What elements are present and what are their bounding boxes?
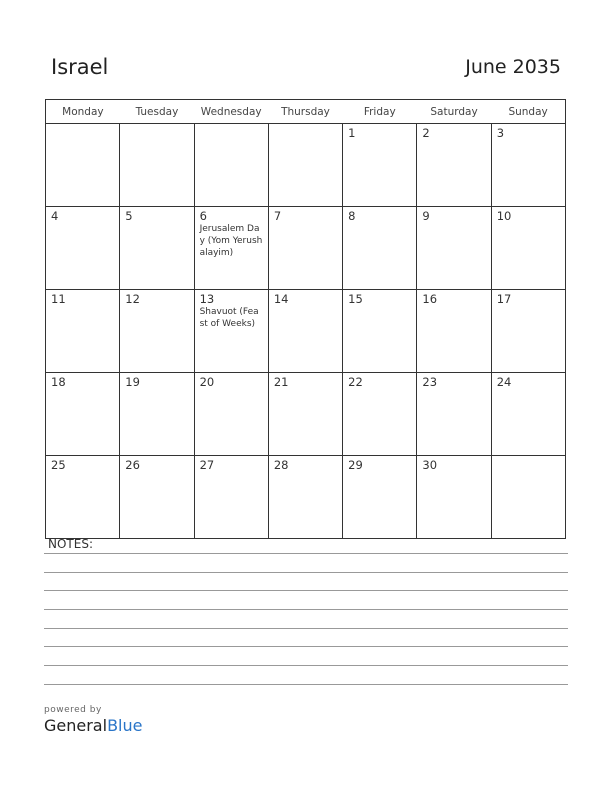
day-number: 10 — [496, 209, 512, 223]
day-number: 26 — [125, 458, 140, 472]
weekday-header-row — [46, 100, 566, 124]
day-number: 13 — [199, 292, 215, 306]
calendar-grid — [45, 99, 566, 539]
day-cell — [491, 456, 565, 539]
day-number: 17 — [496, 292, 512, 306]
day-number: 22 — [348, 375, 363, 389]
day-number: 28 — [273, 458, 289, 472]
day-cell — [268, 373, 342, 456]
day-cell — [194, 373, 268, 456]
day-cell — [417, 124, 491, 207]
day-cell — [194, 456, 268, 539]
week-row — [46, 456, 566, 539]
day-cell — [46, 456, 120, 539]
week-row — [46, 373, 566, 456]
day-number: 7 — [273, 209, 282, 223]
day-cell — [268, 456, 342, 539]
powered-by-text: powered by — [44, 705, 102, 715]
day-cell — [491, 207, 565, 290]
day-number: 15 — [348, 292, 363, 306]
note-line — [44, 646, 568, 647]
day-number: 9 — [422, 209, 430, 223]
day-number: 1 — [348, 126, 356, 140]
day-number: 8 — [348, 209, 356, 223]
day-cell — [343, 373, 417, 456]
day-number: 24 — [496, 375, 512, 389]
day-number: 2 — [422, 126, 430, 140]
weekday-header: Tuesday — [120, 100, 194, 124]
brand-blue-text: Blue — [107, 716, 143, 735]
brand-general-text: General — [44, 716, 108, 735]
day-number: 6 — [199, 209, 207, 223]
day-number: 21 — [273, 375, 289, 389]
holiday-label: Jerusalem Day (Yom Yerushalayim) — [199, 224, 263, 258]
day-number: 14 — [273, 292, 289, 306]
day-number: 27 — [199, 458, 215, 472]
note-line — [44, 572, 568, 573]
day-cell — [343, 207, 417, 290]
day-cell — [46, 373, 120, 456]
day-number: 30 — [422, 458, 438, 472]
note-line — [44, 628, 568, 629]
note-line — [44, 665, 568, 666]
day-cell — [268, 124, 342, 207]
weekday-header: Thursday — [268, 100, 342, 124]
week-row — [46, 290, 566, 373]
day-cell — [417, 207, 491, 290]
day-number: 3 — [496, 126, 505, 140]
week-row — [46, 207, 566, 290]
weekday-header: Monday — [46, 100, 120, 124]
day-cell — [268, 290, 342, 373]
day-number: 20 — [199, 375, 215, 389]
day-cell — [120, 124, 194, 207]
day-number: 29 — [348, 458, 363, 472]
day-cell — [491, 124, 565, 207]
weekday-header: Saturday — [417, 100, 491, 124]
weekday-header: Wednesday — [194, 100, 268, 124]
generalblue-logo[interactable] — [44, 705, 142, 735]
day-number: 18 — [51, 375, 66, 389]
weekday-header: Sunday — [491, 100, 565, 124]
holiday-label: Shavuot (Feast of Weeks) — [199, 307, 259, 329]
day-cell — [417, 373, 491, 456]
day-cell — [120, 290, 194, 373]
day-cell — [491, 290, 565, 373]
day-cell — [491, 373, 565, 456]
day-number: 5 — [125, 209, 133, 223]
day-cell — [268, 207, 342, 290]
day-number: 23 — [422, 375, 438, 389]
day-number: 4 — [51, 209, 59, 223]
day-cell — [46, 207, 120, 290]
note-line — [44, 553, 568, 554]
day-cell — [417, 290, 491, 373]
calendar-country-title: Israel — [51, 55, 109, 79]
notes-label: NOTES: — [48, 537, 93, 551]
day-cell — [194, 290, 268, 373]
day-cell — [343, 124, 417, 207]
day-cell — [417, 456, 491, 539]
brand-name — [44, 716, 142, 735]
day-number: 16 — [422, 292, 438, 306]
weekday-header: Friday — [343, 100, 417, 124]
calendar-month-title: June 2035 — [465, 56, 561, 78]
day-cell — [46, 124, 120, 207]
day-cell — [194, 207, 268, 290]
day-cell — [343, 456, 417, 539]
week-row — [46, 124, 566, 207]
day-cell — [120, 373, 194, 456]
day-cell — [343, 290, 417, 373]
day-number: 25 — [51, 458, 66, 472]
day-cell — [120, 456, 194, 539]
note-line — [44, 609, 568, 610]
note-line — [44, 684, 568, 685]
day-cell — [194, 124, 268, 207]
day-number: 12 — [125, 292, 140, 306]
day-number: 11 — [51, 292, 66, 306]
note-line — [44, 590, 568, 591]
day-cell — [120, 207, 194, 290]
day-number: 19 — [125, 375, 140, 389]
day-cell — [46, 290, 120, 373]
